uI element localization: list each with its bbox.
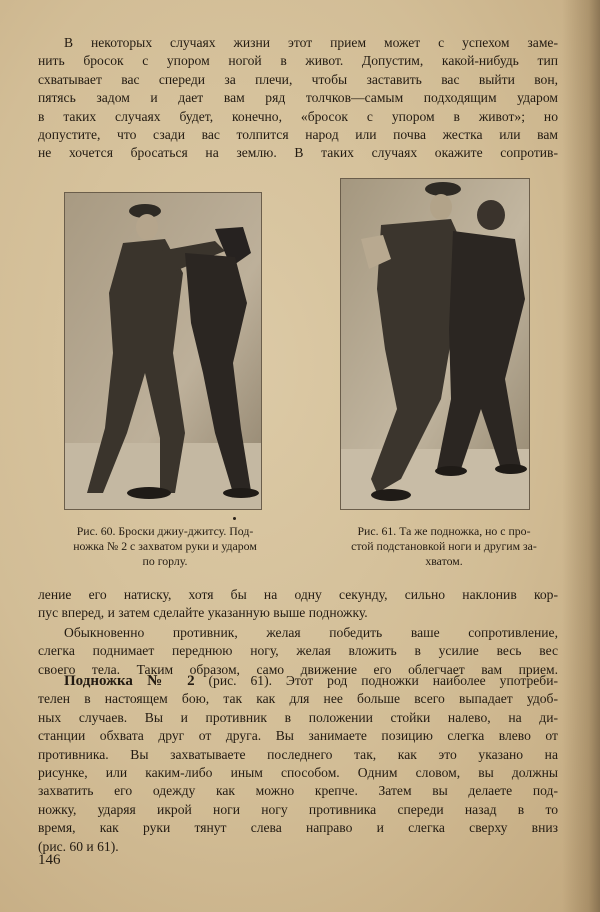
page-spine-shadow bbox=[562, 0, 600, 912]
caption-line: Рис. 61. Та же подножка, но с про- bbox=[357, 524, 531, 538]
figure-60-photo bbox=[64, 192, 262, 510]
continuation-paragraph bbox=[38, 586, 558, 623]
text-line: ление его натиску, хотя бы на одну секунду, сильно наклонив кор- bbox=[38, 587, 558, 602]
text-line: нить бросок с упором ногой в живот. Допустим, какой-нибудь тип bbox=[38, 53, 558, 69]
caption-line: ножка № 2 с захватом руки и ударом bbox=[73, 539, 257, 553]
wrestlers-illustration-61 bbox=[341, 179, 529, 509]
text-line: станции обхвата друг от друга. Вы занимаете позицию слегка влево от bbox=[38, 728, 558, 744]
caption-line: стой подстановкой ноги и другим за- bbox=[351, 539, 537, 553]
caption-line: Рис. 60. Броски джиу-джитсу. Под- bbox=[76, 524, 254, 538]
text-line: телен в настоящем бою, так как для нее больше всего выпадает удоб- bbox=[38, 691, 558, 707]
text-line: противника. Вы захватываете последнего так, как это указано на bbox=[38, 746, 558, 762]
text-line: ножку, ударяя икрой ноги ногу противника спереди назад в то bbox=[38, 801, 558, 817]
printing-dot bbox=[233, 517, 236, 520]
text-line: Обыкновенно противник, желая победить ваше сопротивление, bbox=[64, 625, 558, 640]
text-line: не хочется бросаться на землю. В таких случаях окажите сопротив- bbox=[38, 145, 558, 161]
text-line: рисунке, или каким-либо иным способом. Одним словом, вы должны bbox=[38, 765, 558, 781]
text-fragment: (рис. 61). Этот род подножки наиболее употреби- bbox=[208, 673, 558, 688]
caption-line: по горлу. bbox=[142, 554, 188, 568]
section-heading: Подножка № 2 bbox=[64, 673, 195, 689]
top-paragraph bbox=[38, 34, 558, 163]
text-line: захватить его одежду как можно крепче. Затем вы делаете под- bbox=[38, 783, 558, 799]
figure-61-caption bbox=[308, 524, 580, 569]
figure-60-caption bbox=[30, 524, 300, 569]
text-line bbox=[38, 672, 558, 690]
text-line: время, как руки тянут слева направо и слегка сверху вниз bbox=[38, 820, 558, 836]
text-line: допустите, что сзади вас толпится народ или почва жестка или вам bbox=[38, 127, 558, 143]
third-paragraph bbox=[38, 672, 558, 856]
caption-line: хватом. bbox=[425, 554, 463, 568]
text-line: пятясь задом и дает вам ряд толчков—самым подходящим ударом bbox=[38, 90, 558, 106]
text-line: пус вперед, и затем сделайте указанную выше подножку. bbox=[38, 605, 368, 621]
text-line: в таких случаях будет, конечно, «бросок с упором в живот»; но bbox=[38, 108, 558, 124]
text-line: (рис. 60 и 61). bbox=[38, 838, 119, 854]
page-number: 146 bbox=[38, 852, 61, 868]
text-line: схватывает вас спереди за плечи, чтобы заставить вас выйти вон, bbox=[38, 71, 558, 87]
text-line: слегка поднимает переднюю ногу, желая вложить в усилие весь вес bbox=[38, 643, 558, 659]
text-line: своего тела. Таким образом, само движение его облегчает вам прием. bbox=[38, 661, 558, 677]
text-line: В некоторых случаях жизни этот прием может с успехом заме- bbox=[64, 35, 558, 50]
figure-61-photo bbox=[340, 178, 530, 510]
text-line: ных случаев. Вы и противник в положении стойки налево, на ди- bbox=[38, 709, 558, 725]
wrestlers-illustration-60 bbox=[65, 193, 261, 509]
second-paragraph bbox=[38, 624, 558, 679]
